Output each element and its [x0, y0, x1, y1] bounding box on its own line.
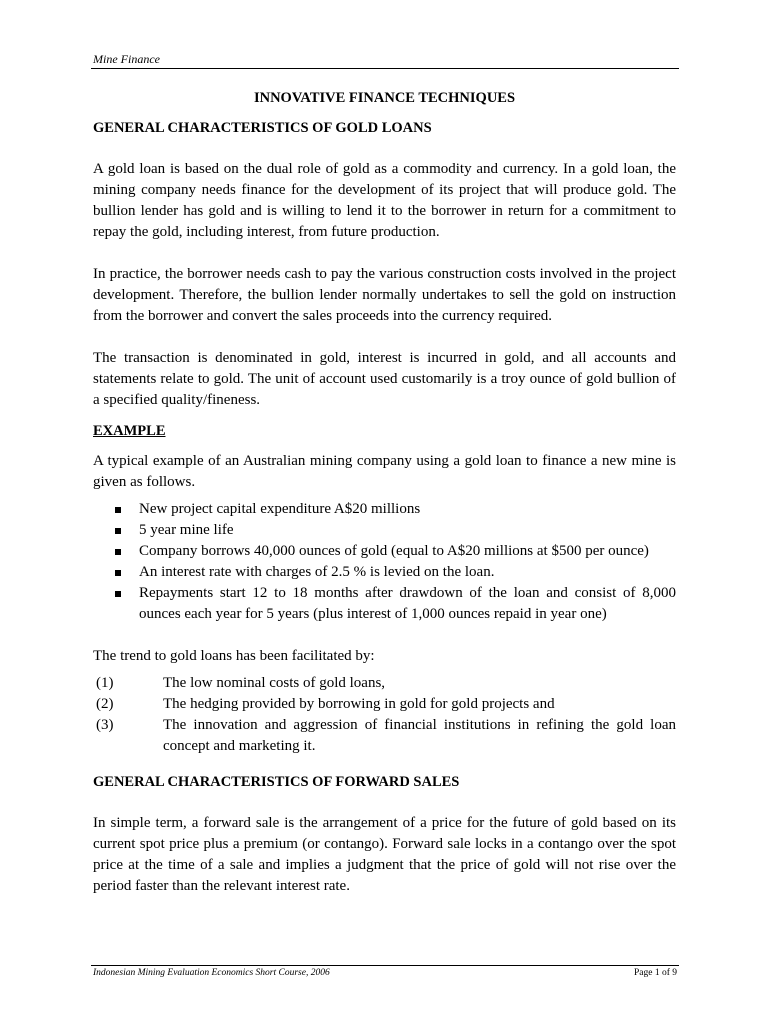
paragraph-borrower-cash: In practice, the borrower needs cash to pay the various construction costs involved in the project development. Therefore, the bullion lender normally undertakes to sell the gold on instruction from the borrower and convert the sales proceeds into the currency required. [93, 266, 676, 324]
list-item: Repayments start 12 to 18 months after drawdown of the loan and consist of 8,000 ounces each year for 5 years (plus interest of 1,000 ounces repaid in year one) [115, 583, 676, 625]
paragraph-forward-sale: In simple term, a forward sale is the arrangement of a price for the future of gold based on its current spot price plus a premium (or contango). Forward sale locks in a contango over the spot price at the time of a sale and implies a judgment that the price of gold will not rise over the period faster than the relevant interest rate. [93, 815, 676, 894]
paragraph-trend-intro: The trend to gold loans has been facilitated by: [93, 648, 375, 664]
section-heading-gold-loans: GENERAL CHARACTERISTICS OF GOLD LOANS [93, 120, 432, 136]
paragraph-denomination: The transaction is denominated in gold, interest is incurred in gold, and all accounts and statements relate to gold. The unit of account used customarily is a troy ounce of gold bullion of a specified quality/fineness. [93, 350, 676, 408]
footer-rule [91, 965, 679, 966]
list-item: Company borrows 40,000 ounces of gold (equal to A$20 millions at $500 per ounce) [115, 541, 676, 562]
example-bullet-list [93, 499, 676, 625]
header-rule [91, 68, 679, 69]
list-item: (2) The hedging provided by borrowing in gold for gold projects and [96, 696, 555, 712]
paragraph-example-intro: A typical example of an Australian mining company using a gold loan to finance a new mine is given as follows. [93, 453, 676, 490]
running-header: Mine Finance [93, 52, 160, 66]
list-item: (1) The low nominal costs of gold loans, [96, 675, 386, 691]
trend-numbered-list [93, 673, 676, 757]
section-heading-example: EXAMPLE [93, 423, 166, 439]
document-title: INNOVATIVE FINANCE TECHNIQUES [253, 90, 516, 106]
list-item: (3) The innovation and aggression of financial institutions in refining the gold loan concept and marketing it. [96, 717, 676, 754]
page-number: Page 1 of 9 [633, 968, 677, 978]
bullet-marker [115, 507, 121, 513]
list-item: 5 year mine life [115, 520, 676, 541]
page-body [93, 88, 676, 897]
footer-course-title: Indonesian Mining Evaluation Economics Short Course, 2006 [93, 968, 330, 978]
section-heading-forward-sales: GENERAL CHARACTERISTICS OF FORWARD SALES [93, 774, 460, 790]
paragraph-gold-loan-definition: A gold loan is based on the dual role of gold as a commodity and currency. In a gold loan, the mining company needs finance for the development of its project that will produce gold. The bullion lender has gold and is willing to lend it to the borrower in return for a commitment to repay the gold, including interest, from future production. [93, 161, 676, 240]
list-item: New project capital expenditure A$20 millions [115, 499, 676, 520]
bullet-marker [115, 591, 121, 597]
bullet-marker [115, 549, 121, 555]
list-item: An interest rate with charges of 2.5 % is levied on the loan. [115, 562, 676, 583]
bullet-marker [115, 570, 121, 576]
bullet-marker [115, 528, 121, 534]
